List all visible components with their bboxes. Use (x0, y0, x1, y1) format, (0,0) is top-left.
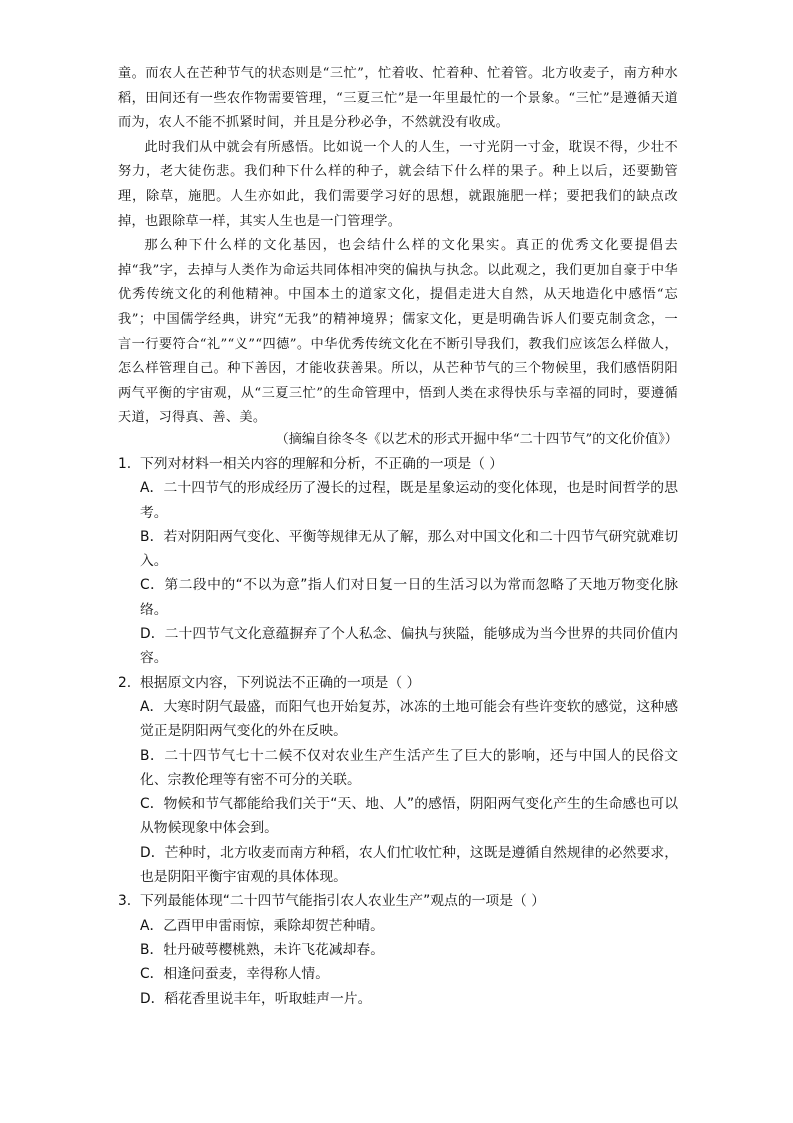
option-c: C．第二段中的“不以为意”指人们对日复一日的生活习以为常而忽略了天地万物变化脉络。 (140, 577, 678, 618)
question-number: 3. (118, 893, 132, 910)
question-text: 下列最能体现“二十四节气能指引农人农业生产”观点的一项是（ ） (140, 893, 545, 910)
option-c: C．物候和节气都能给我们关于“天、地、人”的感悟，阴阳两气变化产生的生命感也可以从物候现象中体会到。 (140, 796, 678, 837)
option-d: D．芒种时，北方收麦而南方种稻，农人们忙收忙种，这既是遵循自然规律的必然要求，也是阴阳平衡宇宙观的具体体现。 (140, 844, 678, 886)
passage-paragraph-2: 此时我们从中就会有所感悟。比如说一个人的人生，一寸光阴一寸金，耽误不得，少壮不努力，老大徒伤悲。我们种下什么样的种子，就会结下什么样的果子。种上以后，还要勤管理，除草，施肥。人生亦如此，我们需要学习好的思想，就跟施肥一样；要把我们的缺点改掉，也跟除草一样，其实人生也是一门管理学。 (118, 139, 678, 229)
option-a: A．乙酉甲申雷雨惊，乘除却贺芒种晴。 (140, 917, 384, 934)
question-text: 下列对材料一相关内容的理解和分析，不正确的一项是（ ） (140, 456, 504, 472)
option-d: D．二十四节气文化意蕴摒弃了个人私念、偏执与狭隘，能够成为当今世界的共同价值内容。 (140, 626, 678, 667)
option-b: B．若对阴阳两气变化、平衡等规律无从了解，那么对中国文化和二十四节气研究就难切入。 (140, 528, 678, 570)
option-b: B．二十四节气七十二候不仅对农业生产生活产生了巨大的影响，还与中国人的民俗文化、宗教伦理等有密不可分的关联。 (140, 747, 678, 788)
passage-paragraph-1: 童。而农人在芒种节气的状态则是“三忙”，忙着收、忙着种、忙着管。北方收麦子，南方种水稻，田间还有一些农作物需要管理，“三夏三忙”是一年里最忙的一个景象。“三忙”是遵循天道而为，农人不能不抓紧时间，并且是分秒必争，不然就没有收成。 (118, 66, 678, 131)
option-a: A．大寒时阴气最盛，而阳气也开始复苏，冰冻的土地可能会有些许变软的感觉，这种感觉正是阴阳两气变化的外在反映。 (140, 698, 678, 740)
question-stem (118, 671, 678, 695)
question-stem (118, 452, 678, 476)
question-1 (118, 452, 678, 671)
question-list (118, 452, 678, 1011)
question-3 (118, 889, 678, 1010)
question-number: 2. (118, 674, 132, 691)
question-text: 根据原文内容，下列说法不正确的一项是（ ） (140, 674, 421, 691)
question-stem (118, 889, 678, 913)
option-c: C．相逢问蚕麦，幸得称人情。 (140, 966, 329, 983)
passage-source-citation: （摘编自徐冬冬《以艺术的形式开掘中华“二十四节气”的文化价值》） (275, 432, 678, 447)
option-d: D．稻花香里说丰年，听取蛙声一片。 (140, 990, 372, 1007)
question-2 (118, 671, 678, 890)
option-b: B．牡丹破萼樱桃熟，未许飞花减却春。 (140, 941, 385, 958)
question-number: 1. (118, 456, 132, 472)
option-a: A．二十四节气的形成经历了漫长的过程，既是星象运动的变化体现，也是时间哲学的思考。 (140, 480, 678, 521)
reading-passage (118, 62, 678, 431)
passage-paragraph-3: 那么种下什么样的文化基因，也会结什么样的文化果实。真正的优秀文化要提倡去掉“我”字，去掉与人类作为命运共同体相冲突的偏执与执念。以此观之，我们更加自豪于中华优秀传统文化的利他精神。中国本土的道家文化，提倡走进大自然，从天地造化中感悟“忘我”；中国儒学经典，讲究“无我”的精神境界；儒家文化，更是明确告诉人们要克制贪念，一言一行要符合“礼”“义”“四德”。中华优秀传统文化在不断引导我们，教我们应该怎么样做人，怎么样管理自己。种下善因，才能收获善果。所以，从芒种节气的三个物候里，我们感悟阴阳两气平衡的宇宙观，从“三夏三忙”的生命管理中，悟到人类在求得快乐与幸福的同时，要遵循天道，习得真、善、美。 (118, 238, 678, 426)
